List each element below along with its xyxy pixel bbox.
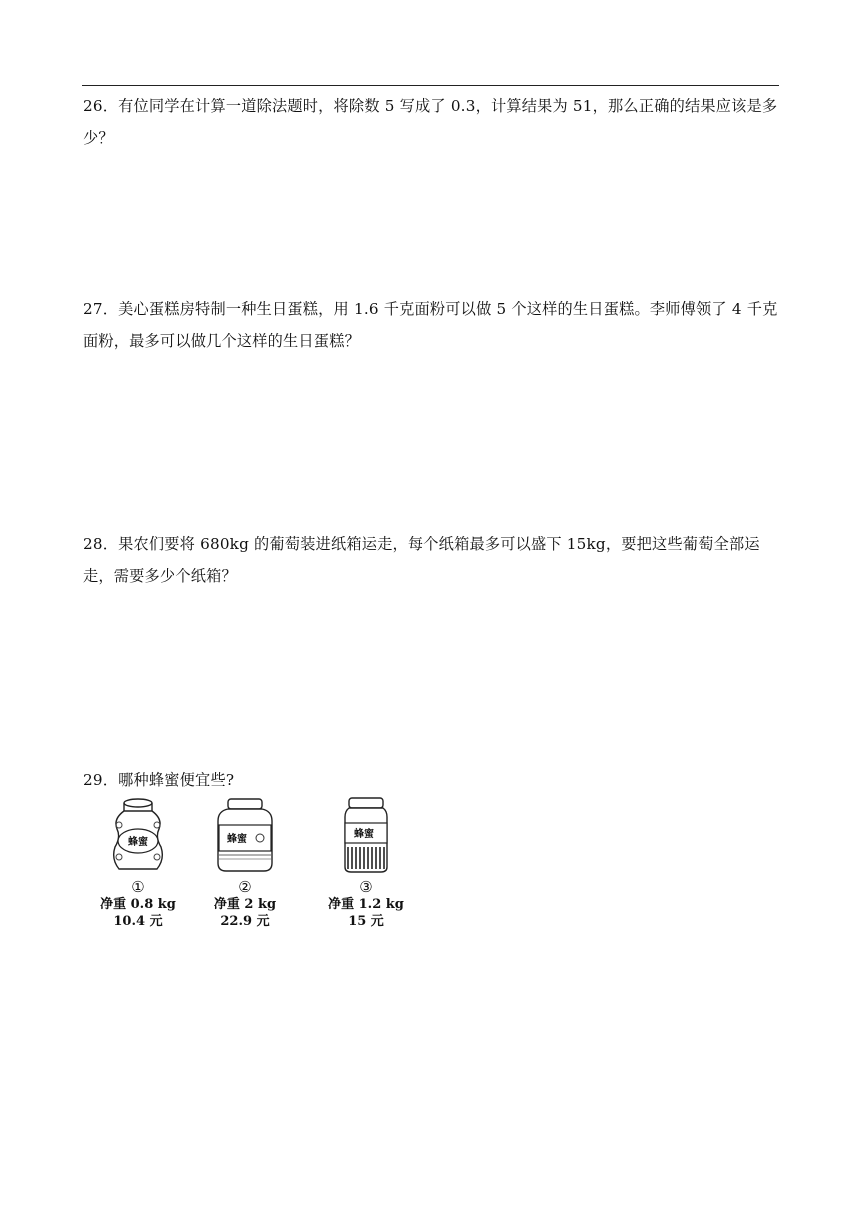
question-number: 29 [83,771,103,789]
jar-label: 蜂蜜 [128,837,148,848]
jar-price: 22.9 元 [220,914,270,929]
honey-jar-2-icon [212,795,278,875]
question-29 [83,764,781,796]
header-rule [82,85,779,86]
question-27 [83,293,781,357]
jar-weight: 净重 1.2 kg [328,897,404,912]
jar-weight: 净重 0.8 kg [100,897,176,912]
question-number: 26 [83,97,103,115]
jar-index: ① [131,878,145,896]
question-text: ．哪种蜂蜜便宜些? [102,771,235,789]
honey-jar-option-3 [311,795,421,930]
question-28 [83,528,781,592]
jar-price: 10.4 元 [113,914,163,929]
question-26 [83,90,781,154]
jar-label: 蜂蜜 [354,829,374,840]
honey-jar-3-icon [333,795,399,875]
question-number: 28 [83,535,103,553]
question-text: ．美心蛋糕房特制一种生日蛋糕，用 1.6 千克面粉可以做 5 个这样的生日蛋糕。李师傅领了 4 千克面粉，最多可以做几个这样的生日蛋糕？ [83,300,778,350]
question-text: ．果农们要将 680kg 的葡萄装进纸箱运走，每个纸箱最多可以盛下 15kg，要把这些葡萄全部运走，需要多少个纸箱？ [83,535,760,585]
honey-jar-option-2 [190,795,300,930]
honey-jar-1-icon [105,795,171,875]
jar-weight: 净重 2 kg [213,897,277,912]
jar-index: ③ [359,878,373,896]
jar-label: 蜂蜜 [227,834,247,845]
question-number: 27 [83,300,103,318]
question-text: ．有位同学在计算一道除法题时，将除数 5 写成了 0.3，计算结果为 51，那么正确的结果应该是多少？ [83,97,778,147]
jar-index: ② [238,878,252,896]
jar-price: 15 元 [348,914,384,929]
honey-jar-option-1 [83,795,193,930]
